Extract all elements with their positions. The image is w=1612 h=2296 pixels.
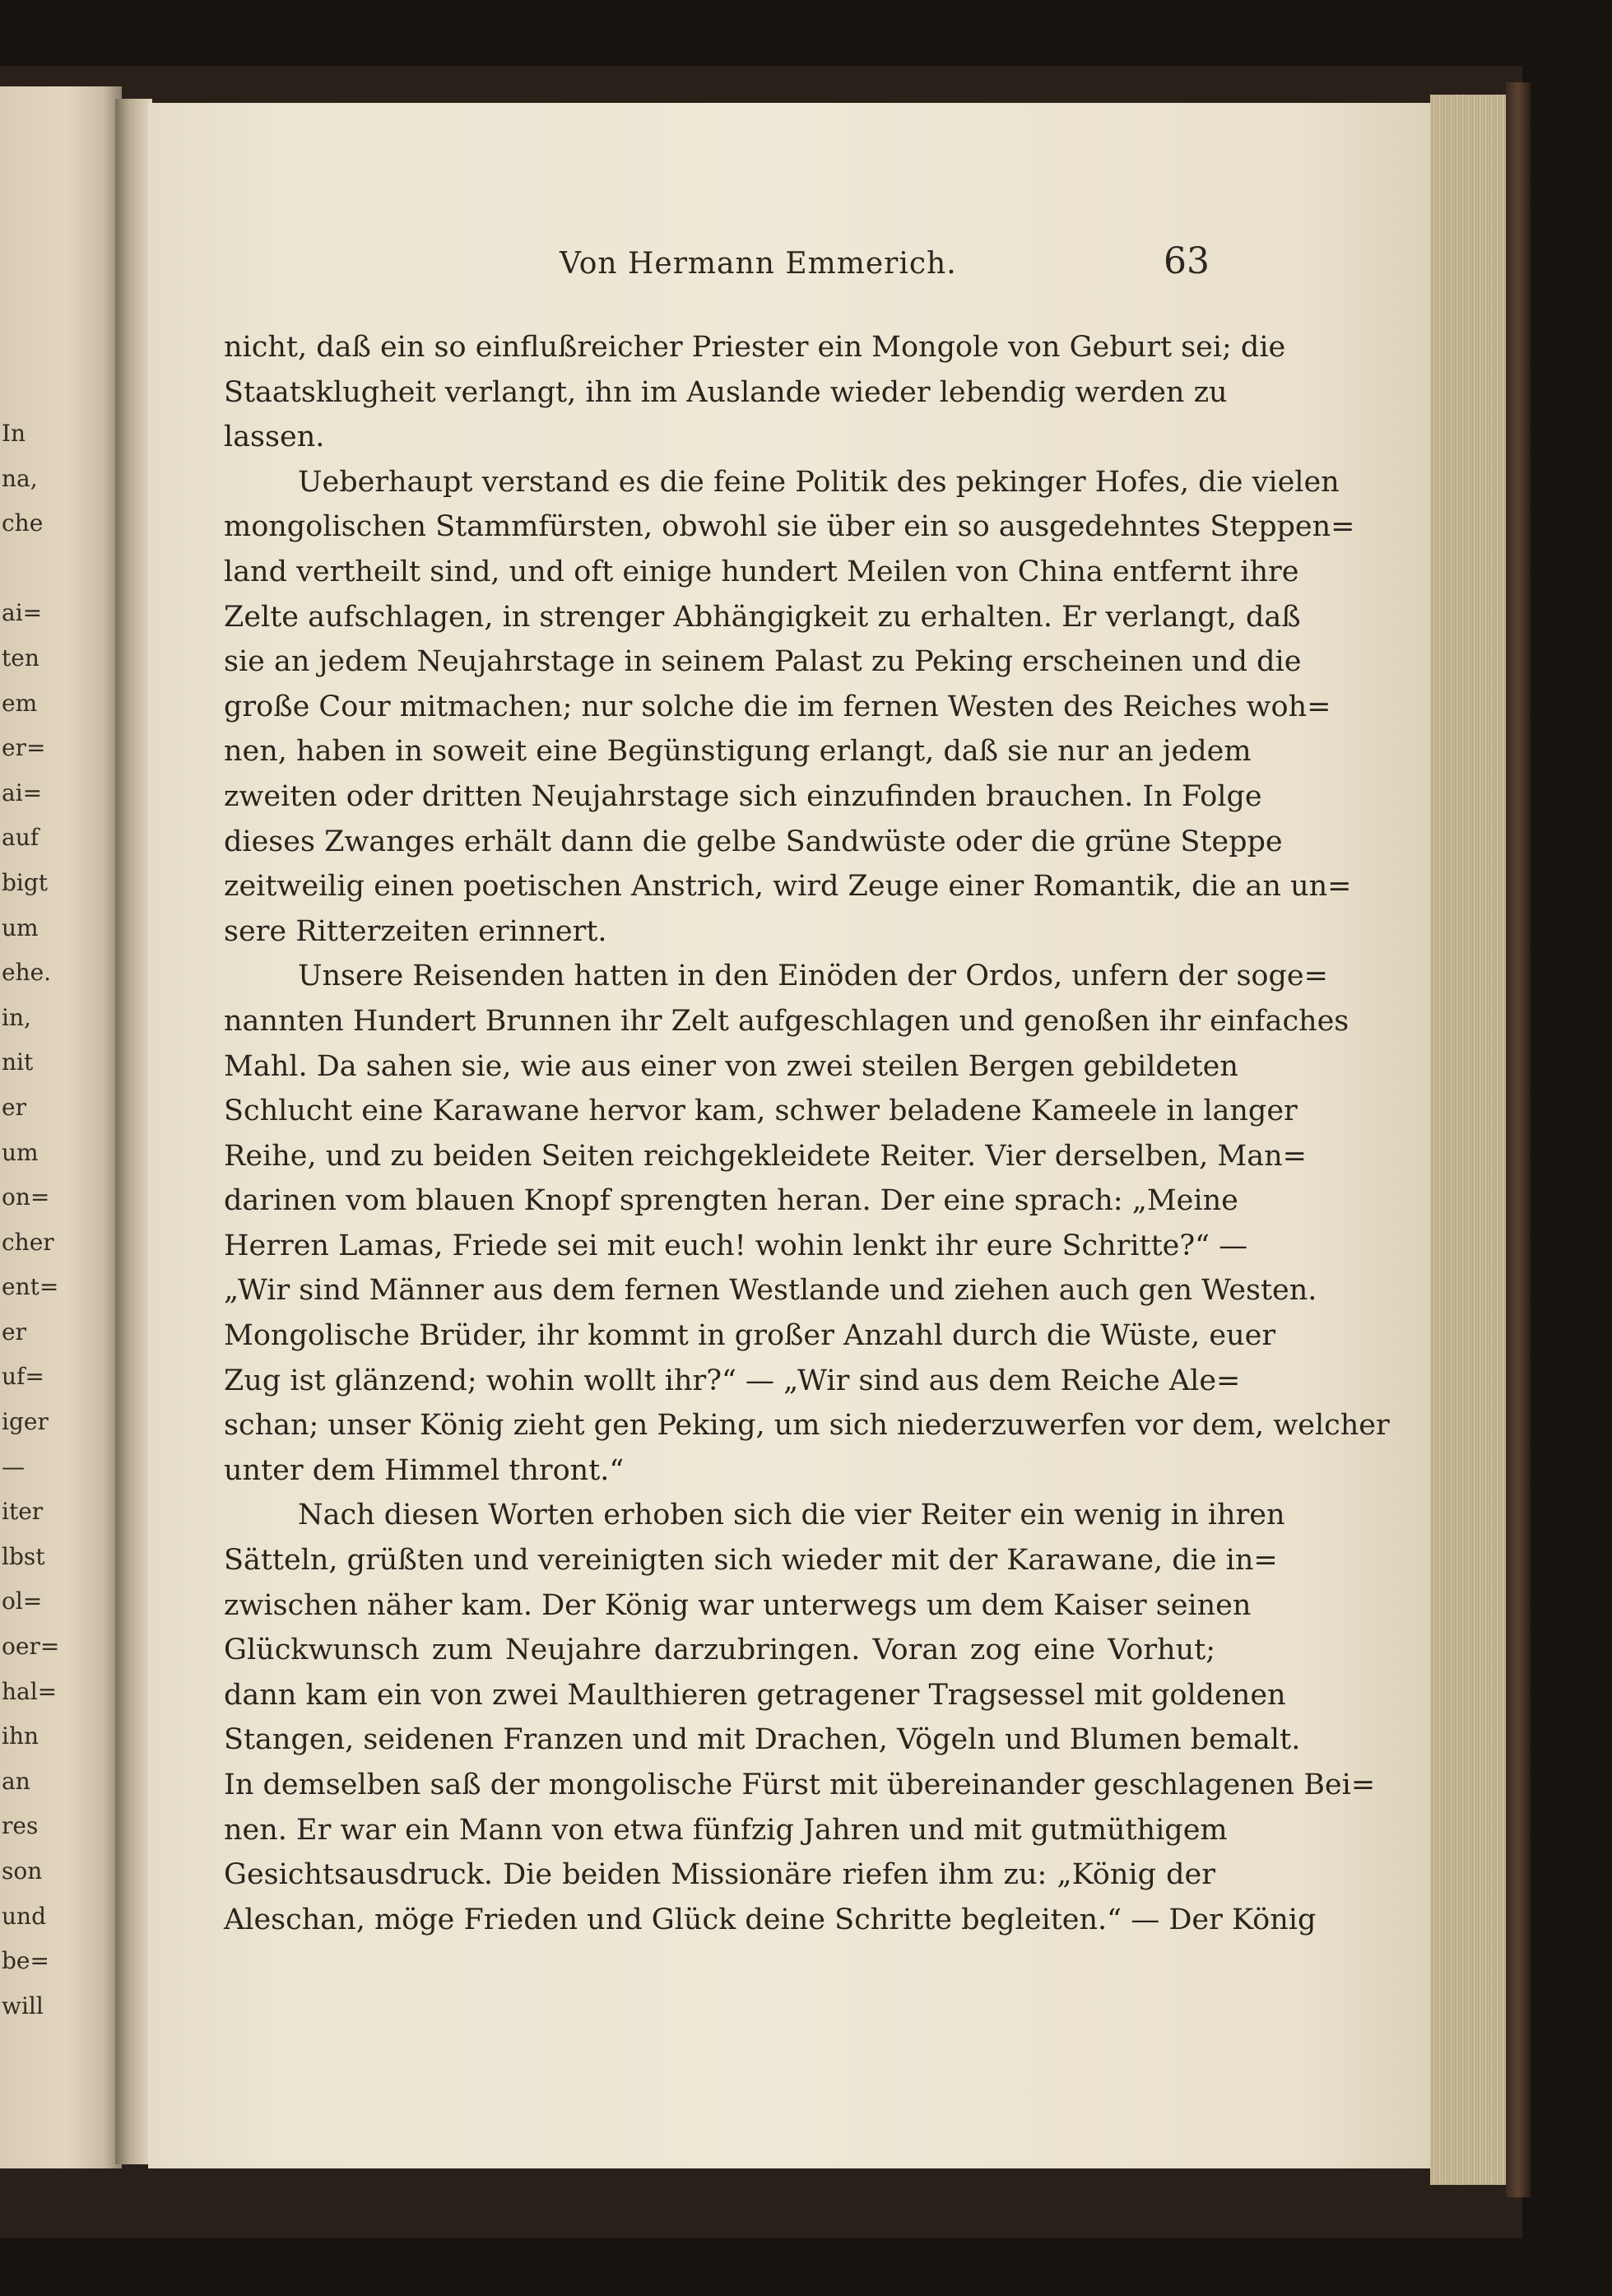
text-line: nen, haben in soweit eine Begünstigung erlangt, daß sie nur an jedem [224, 735, 1252, 769]
text-line: zweiten oder dritten Neujahrstage sich einzufinden brauchen. In Folge [224, 779, 1262, 813]
facing-page-fragment: ehe. [2, 959, 52, 987]
text-line: nen. Er war ein Mann von etwa fünfzig Jahren und mit gutmüthigem [224, 1813, 1228, 1847]
facing-page-fragment: uf= [2, 1363, 44, 1391]
body-text [224, 325, 1390, 1942]
facing-page-fragment: be= [2, 1947, 49, 1975]
facing-page-fragment: nit [2, 1048, 34, 1076]
facing-page-fragment: an [2, 1767, 30, 1795]
text-line: schan; unser König zieht gen Peking, um sich niederzuwerfen vor dem, welcher [224, 1409, 1390, 1443]
text-line: Zelte aufschlagen, in strenger Abhängigkeit zu erhalten. Er verlangt, daß [224, 600, 1301, 634]
text-line: Zug ist glänzend; wohin wollt ihr?“ — „Wir sind aus dem Reiche Ale= [224, 1364, 1241, 1397]
text-line: Mongolische Brüder, ihr kommt in großer Anzahl durch die Wüste, euer [224, 1319, 1276, 1353]
text-line: zwischen näher kam. Der König war unterwegs um dem Kaiser seinen [224, 1588, 1252, 1622]
text-line: „Wir sind Männer aus dem fernen Westlande und ziehen auch gen Westen. [224, 1274, 1317, 1308]
facing-page-fragment: hal= [2, 1677, 58, 1705]
text-line: Mahl. Da sahen sie, wie aus einer von zwei steilen Bergen gebildeten [224, 1049, 1238, 1083]
book-cover-edge [1506, 82, 1531, 2197]
text-line: nannten Hundert Brunnen ihr Zelt aufgeschlagen und genoßen ihr einfaches [224, 1004, 1350, 1038]
facing-page-fragment [2, 546, 38, 592]
page-edges [1430, 95, 1512, 2185]
facing-page-fragment: lbst [2, 1542, 45, 1570]
text-line: land vertheilt sind, und oft einige hundert Meilen von China entfernt ihre [224, 555, 1299, 588]
facing-page-fragment: — [2, 1452, 25, 1480]
facing-page-fragment: ihn [2, 1722, 39, 1750]
text-line: sere Ritterzeiten erinnert. [224, 914, 607, 948]
text-line: mongolischen Stammfürsten, obwohl sie über ein so ausgedehntes Steppen= [224, 510, 1355, 544]
facing-page-fragment: iter [2, 1498, 44, 1526]
text-line: Staatsklugheit verlangt, ihn im Auslande wieder lebendig werden zu [224, 375, 1228, 409]
facing-page-fragment: er [2, 1318, 26, 1346]
text-line: Unsere Reisenden hatten in den Einöden der Ordos, unfern der soge= [298, 960, 1328, 993]
text-line: Reihe, und zu beiden Seiten reichgekleidete Reiter. Vier derselben, Man= [224, 1139, 1307, 1173]
text-line: Herren Lamas, Friede sei mit euch! wohin lenkt ihr eure Schritte?“ — [224, 1229, 1248, 1262]
facing-page-fragment: um [2, 913, 39, 941]
facing-page-fragment: iger [2, 1408, 49, 1436]
facing-page-fragment: res [2, 1812, 39, 1840]
text-line: unter dem Himmel thront.“ [224, 1453, 625, 1487]
facing-page-fragment: In [2, 420, 26, 447]
facing-page-fragment: ol= [2, 1587, 43, 1615]
text-line: lassen. [224, 421, 325, 454]
text-line: Gesichtsausdruck. Die beiden Missionäre riefen ihm zu: „König der [224, 1858, 1215, 1892]
text-line: Schlucht eine Karawane hervor kam, schwer beladene Kameele in langer [224, 1095, 1298, 1128]
text-line: Sätteln, grüßten und vereinigten sich wieder mit der Karawane, die in= [224, 1544, 1278, 1578]
facing-page-fragment: on= [2, 1183, 50, 1211]
facing-page-fragment: er [2, 1093, 26, 1121]
facing-page-fragment: ten [2, 644, 39, 672]
facing-page-fragment: ent= [2, 1273, 59, 1301]
facing-page-fragment: son [2, 1857, 43, 1885]
facing-page-fragment: em [2, 689, 38, 717]
facing-page-fragment: bigt [2, 868, 49, 896]
page-header [560, 240, 1210, 296]
facing-page-fragment: in, [2, 1003, 31, 1031]
text-line: Glückwunsch zum Neujahre darzubringen. Voran zog eine Vorhut; [224, 1634, 1215, 1667]
text-line: nicht, daß ein so einflußreicher Priester ein Mongole von Geburt sei; die [224, 331, 1286, 364]
text-line: Nach diesen Worten erhoben sich die vier Reiter ein wenig in ihren [298, 1499, 1285, 1532]
facing-page-fragment: che [2, 509, 44, 537]
facing-page-text-fragments [2, 411, 60, 2029]
facing-page-fragment: und [2, 1902, 46, 1930]
text-line: dann kam ein von zwei Maulthieren getragener Tragsessel mit goldenen [224, 1678, 1286, 1712]
facing-page-fragment: ai= [2, 779, 43, 806]
facing-page-fragment: auf [2, 824, 39, 852]
facing-page-fragment: na, [2, 464, 38, 492]
text-line: sie an jedem Neujahrstage in seinem Palast zu Peking erscheinen und die [224, 645, 1302, 679]
text-line: zeitweilig einen poetischen Anstrich, wird Zeuge einer Romantik, die an un= [224, 870, 1352, 904]
text-line: Ueberhaupt verstand es die feine Politik des pekinger Hofes, die vielen [298, 465, 1340, 499]
text-line: große Cour mitmachen; nur solche die im fernen Westen des Reiches woh= [224, 690, 1331, 723]
book-gutter [115, 99, 152, 2164]
text-line: Stangen, seidenen Franzen und mit Drachen, Vögeln und Blumen bemalt. [224, 1723, 1301, 1757]
text-line: dieses Zwanges erhält dann die gelbe Sandwüste oder die grüne Steppe [224, 825, 1283, 858]
facing-page-fragment: cher [2, 1228, 54, 1256]
text-line: In demselben saß der mongolische Fürst mit übereinander geschlagenen Bei= [224, 1768, 1376, 1801]
text-line: Aleschan, möge Frieden und Glück deine Schritte begleiten.“ — Der König [224, 1903, 1317, 1936]
facing-page-fragment: um [2, 1138, 39, 1166]
text-line: darinen vom blauen Knopf sprengten heran. Der eine sprach: „Meine [224, 1184, 1238, 1218]
facing-page-fragment: er= [2, 734, 46, 762]
facing-page-fragment: ai= [2, 599, 43, 627]
facing-page-fragment: oer= [2, 1633, 60, 1661]
facing-page-fragment: will [2, 1992, 44, 2019]
facing-page-left [0, 86, 122, 2168]
running-title: Von Hermann Emmerich. [560, 247, 957, 281]
page-number: 63 [1164, 240, 1210, 282]
